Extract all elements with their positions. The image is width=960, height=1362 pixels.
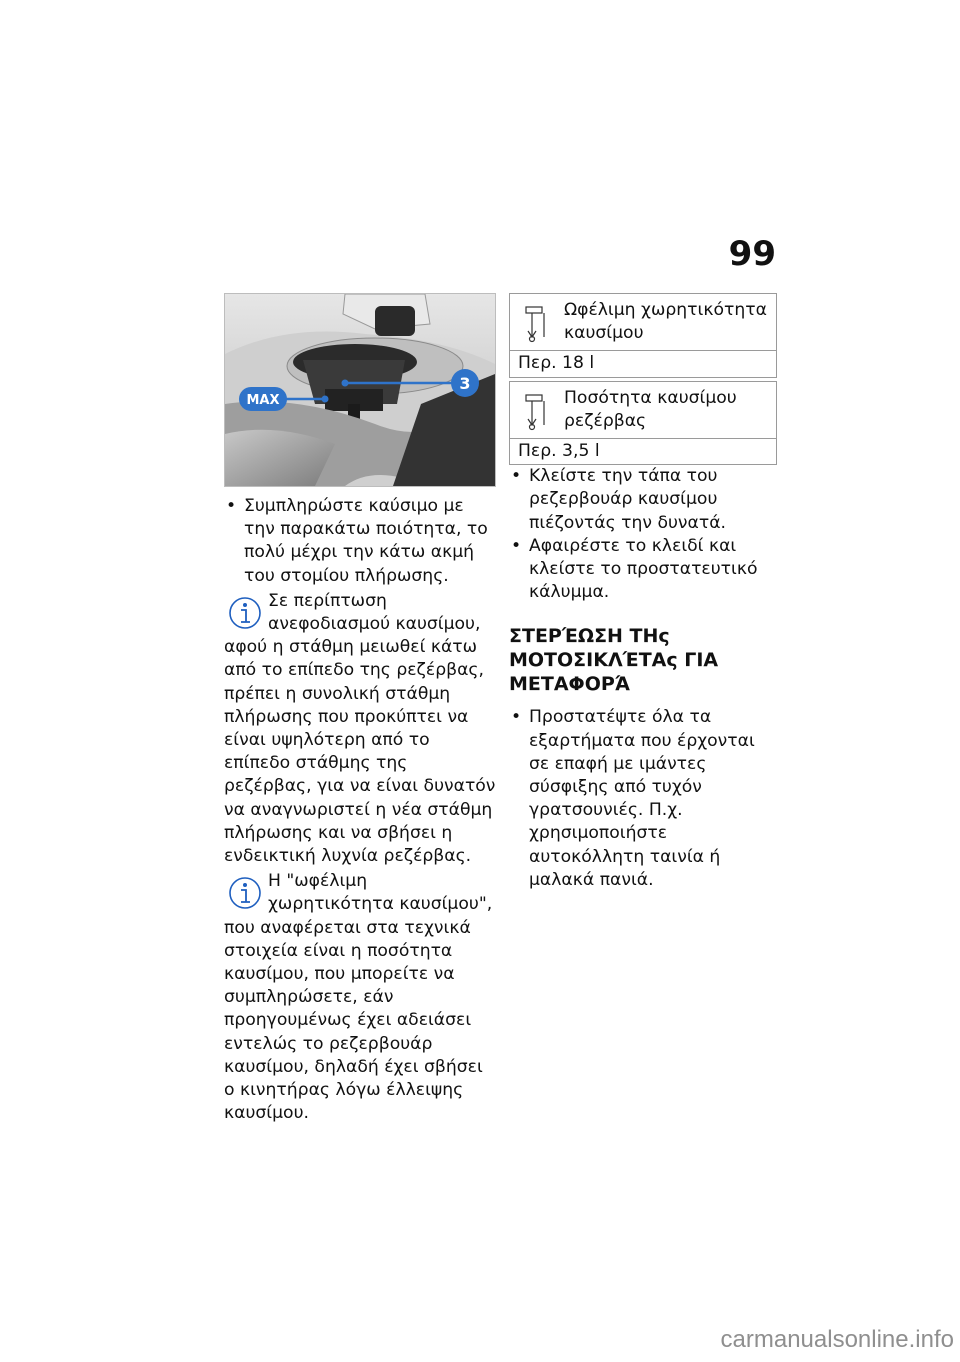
- info-note: [224, 590, 496, 868]
- spec-box-reserve: [509, 381, 777, 466]
- list-item: [509, 465, 777, 535]
- list-item: [224, 495, 496, 588]
- watermark: carmanualsonline.info: [720, 1326, 954, 1353]
- list-item: [509, 706, 777, 892]
- section-heading: ΣΤΕΡΈΩΣΗ ΤΗς ΜΟΤΟΣΙΚΛΈΤΑς ΓΙΑ ΜΕΤΑΦΟΡΆ: [509, 625, 719, 696]
- callout-number: 3: [459, 374, 471, 393]
- spec-box-usable-capacity: [509, 293, 777, 378]
- right-column: [509, 293, 777, 892]
- spec-value: Περ. 18 l: [518, 353, 595, 374]
- bullet-mark: •: [511, 466, 522, 487]
- spec-value: Περ. 3,5 l: [518, 441, 600, 462]
- fill-instruction-text: Συμπληρώστε καύσιμο με την παρακάτω ποιότητα, το πολύ μέχρι την κάτω ακμή του στομίου πλήρωσης.: [244, 496, 488, 586]
- spec-label: Ωφέλιμη χωρητικότητα καυσίμου: [564, 300, 767, 344]
- page-number: 99: [728, 234, 776, 274]
- spec-label: Ποσότητα καυσίμου ρεζέρβας: [564, 387, 737, 431]
- close-cap-text: Κλείστε την τάπα του ρεζερβουάρ καυσίμου πιέζοντάς την δυνατά.: [529, 466, 726, 533]
- capacity-note-text: Η "ωφέλιμη χωρητικότητα καυσίμου", που αναφέρεται στα τεχνικά στοιχεία είναι η ποσότητα καυσίμου, που μπορείτε να συμπληρώσετε, εάν προηγουμένως έχει αδειάσει εντελώς το ρεζερβουάρ καυσίμου, δηλαδή έχει σβήσει ο κινητήρας λόγω έλλειψης καυσίμου.: [224, 871, 493, 1124]
- list-item: [509, 535, 777, 605]
- reserve-note-text: Σε περίπτωση ανεφοδιασμού καυσίμου, αφού η στάθμη μειωθεί κάτω από το επίπεδο της ρεζέρβας, πρέπει η συνολική στάθμη πλήρωσης που προκύπτει να είναι υψηλότερη από το επίπεδο στάθμης της ρεζέρβας, για να είναι δυνατόν να αναγνωριστεί η νέα στάθμη πλήρωσης και να σβήσει η ενδεικτική λυχνία ρεζέρβας.: [224, 590, 496, 867]
- bullet-mark: •: [511, 707, 522, 728]
- fuel-filler-figure: [224, 293, 496, 487]
- fuel-filler-illustration: [225, 294, 495, 486]
- info-note: [224, 870, 496, 1125]
- bullet-mark: •: [226, 496, 237, 516]
- protect-parts-text: Προστατέψτε όλα τα εξαρτήματα που έρχονται σε επαφή με ιμάντες σύσφιξης από τυχόν γρατσουνιές. Π.χ. χρησιμοποιήστε αυτοκόλλητη ταινία ή μαλακά πανιά.: [529, 707, 755, 890]
- max-label: MAX: [246, 393, 280, 408]
- fuel-pump-icon: [518, 299, 554, 343]
- left-column: [224, 495, 496, 1125]
- info-icon: [224, 590, 266, 636]
- bullet-mark: •: [511, 535, 522, 556]
- info-icon: [224, 870, 266, 916]
- fuel-pump-icon: [518, 387, 554, 431]
- remove-key-text: Αφαιρέστε το κλειδί και κλείστε το προστατευτικό κάλυμμα.: [529, 535, 758, 603]
